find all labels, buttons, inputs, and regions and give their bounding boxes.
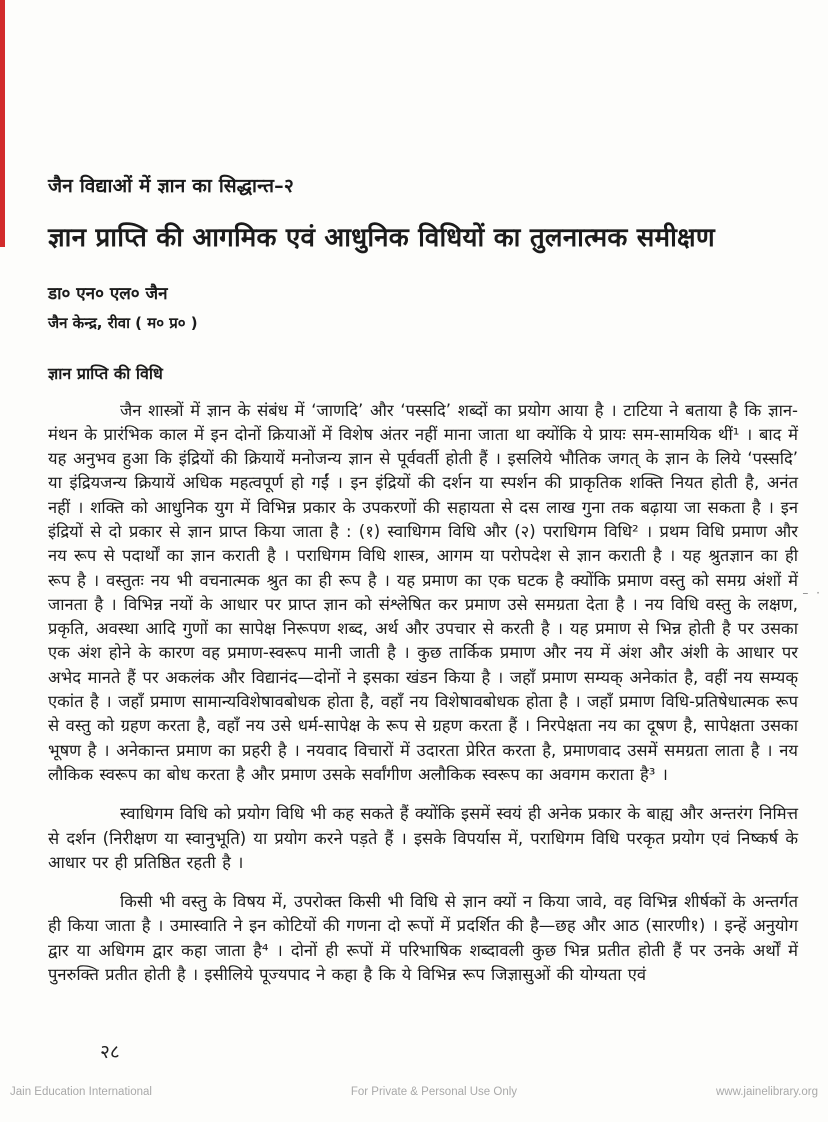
- body-paragraph-1: जैन शास्त्रों में ज्ञान के संबंध में ‘जाणदि’ और ‘पस्सदि’ शब्दों का प्रयोग आया है । टाटिया ने बताया है कि ज्ञान-मंथन के प्रारंभिक काल में इन दोनों क्रियाओं में विशेष अंतर नहीं माना जाता था क्योंकि ये प्रायः सम-सामयिक थीं¹ । बाद में यह अनुभव हुआ कि इंद्रियों की क्रियायें मनोजन्य ज्ञान से पूर्ववर्ती होती हैं । इसलिये भौतिक जगत् के ज्ञान के लिये ‘पस्सदि’ या इंद्रियजन्य क्रियायें अधिक महत्वपूर्ण हो गईं । इन इंद्रियों की दर्शन या स्पर्शन की प्राकृतिक शक्ति नियत होती है, अनंत नहीं । शक्ति को आधुनिक युग में विभिन्न प्रकार के उपकरणों की सहायता से दस लाख गुना तक बढ़ाया जा सकता है । इन इंद्रियों से दो प्रकार से ज्ञान प्राप्त किया जाता है : (१) स्वाधिगम विधि और (२) पराधिगम विधि² । प्रथम विधि प्रमाण और नय रूप से पदार्थों का ज्ञान कराती है । पराधिगम विधि शास्त्र, आगम या परोपदेश से ज्ञान कराती है । यह श्रुतज्ञान का ही रूप है । वस्तुतः नय भी वचनात्मक श्रुत का ही रूप है । यह प्रमाण का एक घटक है क्योंकि प्रमाण वस्तु को समग्र अंशों में जानता है । विभिन्न नयों के आधार पर प्राप्त ज्ञान को संश्लेषित कर प्रमाण उसे समग्रता देता है । नय विधि वस्तु के लक्षण, प्रकृति, अवस्था आदि गुणों का सापेक्ष निरूपण शब्द, अर्थ और उपचार से करती है । यह प्रमाण से भिन्न होती है पर उसका एक अंश होने के कारण वह प्रमाण-स्वरूप मानी जाती है । कुछ तार्किक प्रमाण और नय में अंश और अंशी के आधार पर अभेद मानते हैं पर अकलंक और विद्यानंद—दोनों ने इसका खंडन किया है । जहाँ प्रमाण सम्यक् अनेकांत है, वहीं नय सम्यक् एकांत है । जहाँ प्रमाण सामान्यविशेषावबोधक होता है, वहाँ नय विशेषावबोधक होता है । जहाँ प्रमाण विधि-प्रतिषेधात्मक रूप से वस्तु को ग्रहण करता है, वहाँ नय उसे धर्म-सापेक्ष के रूप से ग्रहण करता हैं । निरपेक्षता नय का दूषण है, सापेक्षता उसका भूषण है । अनेकान्त प्रमाण का प्रहरी है । नयवाद विचारों में उदारता प्रेरित करता है, प्रमाणवाद उसमें समग्रता लाता है । नय लौकिक स्वरूप का बोध करता है और प्रमाण उसके सर्वांगीण अलौकिक स्वरूप का अवगम कराता है³ ।: [48, 400, 798, 784]
- series-title: जैन विद्याओं में ज्ञान का सिद्धान्त–२: [48, 175, 294, 197]
- scan-edge-red-line: [0, 0, 5, 247]
- article-title: ज्ञान प्राप्ति की आगमिक एवं आधुनिक विधियों का तुलनात्मक समीक्षण: [48, 223, 715, 253]
- footer-center-text: For Private & Personal Use Only: [350, 1086, 518, 1098]
- margin-pencil-mark: – ·: [802, 586, 822, 600]
- footer-right-text: www.jainelibrary.org: [715, 1086, 818, 1098]
- author-name: डा० एन० एल० जैन: [48, 283, 168, 304]
- footer-left-text: Jain Education International: [10, 1086, 152, 1098]
- body-paragraph-2: स्वाधिगम विधि को प्रयोग विधि भी कह सकते हैं क्योंकि इसमें स्वयं ही अनेक प्रकार के बाह्य और अन्तरंग निमित्त से दर्शन (निरीक्षण या स्वानुभूति) या प्रयोग करने पड़ते हैं । इसके विपर्यास में, पराधिगम विधि परकृत प्रयोग एवं निष्कर्ष के आधार पर ही प्रतिष्ठित रहती है ।: [48, 804, 798, 872]
- page-number: २८: [100, 1041, 120, 1063]
- author-affiliation: जैन केन्द्र, रीवा ( म० प्र० ): [48, 313, 198, 332]
- page-content: [48, 0, 798, 987]
- body-paragraph-3: किसी भी वस्तु के विषय में, उपरोक्त किसी भी विधि से ज्ञान क्यों न किया जावे, वह विभिन्न शीर्षकों के अन्तर्गत ही किया जाता है । उमास्वाति ने इन कोटियों की गणना दो रूपों में प्रदर्शित की है—छह और आठ (सारणी१) । इन्हें अनुयोग द्वार या अधिगम द्वार कहा जाता है⁴ । दोनों ही रूपों में परिभाषिक शब्दावली कुछ भिन्न प्रतीत होती हैं पर उनके अर्थों में पुनरुक्ति प्रतीत होती है । इसीलिये पूज्यपाद ने कहा है कि ये विभिन्न रूप जिज्ञासुओं की योग्यता एवं: [48, 892, 798, 985]
- section-heading: ज्ञान प्राप्ति की विधि: [48, 363, 163, 383]
- scan-footer: [10, 1086, 818, 1098]
